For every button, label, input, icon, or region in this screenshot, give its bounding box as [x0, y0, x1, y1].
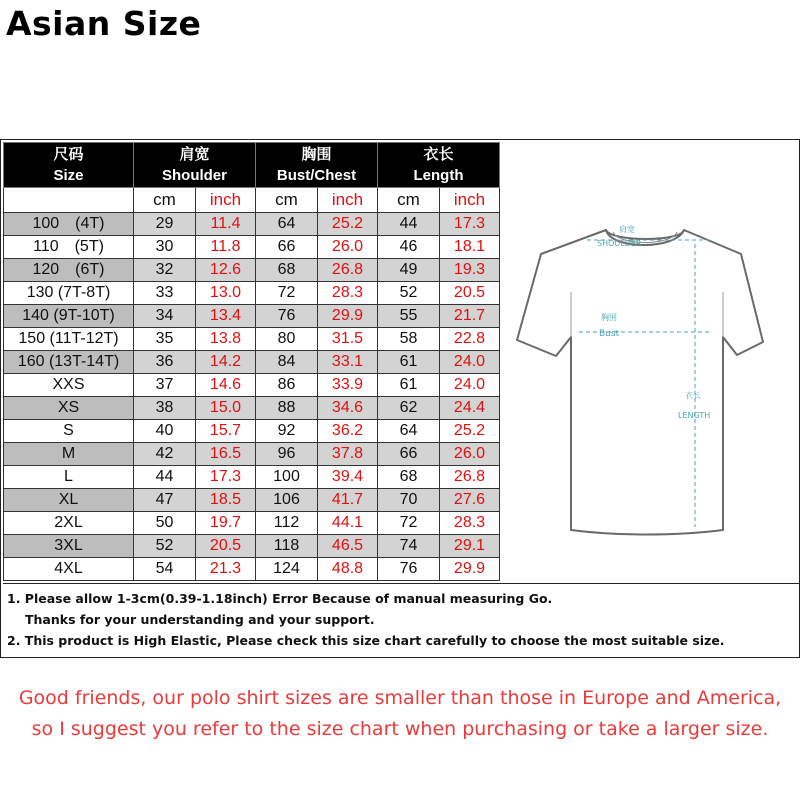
cm-cell: 124 — [256, 558, 318, 581]
unit-inch: inch — [440, 188, 500, 213]
cm-cell: 50 — [134, 512, 196, 535]
size-label-cell: 4XL — [4, 558, 134, 581]
inch-cell: 13.4 — [196, 305, 256, 328]
units-blank — [4, 188, 134, 213]
cm-cell: 84 — [256, 351, 318, 374]
unit-cm: cm — [378, 188, 440, 213]
cm-cell: 96 — [256, 443, 318, 466]
header-bust: 胸围 Bust/Chest — [256, 143, 378, 188]
inch-cell: 39.4 — [318, 466, 378, 489]
inch-cell: 41.7 — [318, 489, 378, 512]
cm-cell: 68 — [256, 259, 318, 282]
inch-cell: 24.0 — [440, 374, 500, 397]
cm-cell: 37 — [134, 374, 196, 397]
cm-cell: 64 — [378, 420, 440, 443]
cm-cell: 74 — [378, 535, 440, 558]
cm-cell: 44 — [378, 213, 440, 236]
cm-cell: 68 — [378, 466, 440, 489]
inch-cell: 13.0 — [196, 282, 256, 305]
inch-cell: 33.9 — [318, 374, 378, 397]
inch-cell: 11.8 — [196, 236, 256, 259]
inch-cell: 26.0 — [318, 236, 378, 259]
table-row — [4, 259, 500, 282]
table-row — [4, 282, 500, 305]
inch-cell: 21.3 — [196, 558, 256, 581]
inch-cell: 31.5 — [318, 328, 378, 351]
size-label-cell: 140 (9T-10T) — [4, 305, 134, 328]
inch-cell: 18.1 — [440, 236, 500, 259]
cm-cell: 62 — [378, 397, 440, 420]
cm-cell: 76 — [378, 558, 440, 581]
cm-cell: 80 — [256, 328, 318, 351]
inch-cell: 13.8 — [196, 328, 256, 351]
cm-cell: 49 — [378, 259, 440, 282]
table-row — [4, 420, 500, 443]
inch-cell: 22.8 — [440, 328, 500, 351]
inch-cell: 20.5 — [196, 535, 256, 558]
inch-cell: 17.3 — [196, 466, 256, 489]
cm-cell: 106 — [256, 489, 318, 512]
cm-cell: 36 — [134, 351, 196, 374]
unit-inch: inch — [196, 188, 256, 213]
inch-cell: 24.0 — [440, 351, 500, 374]
table-header-row — [4, 143, 500, 188]
inch-cell: 24.4 — [440, 397, 500, 420]
table-row — [4, 512, 500, 535]
cm-cell: 44 — [134, 466, 196, 489]
table-row — [4, 328, 500, 351]
diagram-bust-en: Bust — [599, 329, 620, 339]
size-label-cell: 150 (11T-12T) — [4, 328, 134, 351]
cm-cell: 29 — [134, 213, 196, 236]
inch-cell: 19.7 — [196, 512, 256, 535]
cm-cell: 46 — [378, 236, 440, 259]
inch-cell: 37.8 — [318, 443, 378, 466]
diagram-length-cn: 衣长 — [685, 391, 701, 400]
cm-cell: 42 — [134, 443, 196, 466]
inch-cell: 33.1 — [318, 351, 378, 374]
note-2: 2. This product is High Elastic, Please check this size chart carefully to choose the most suitable size. — [7, 633, 725, 648]
inch-cell: 15.7 — [196, 420, 256, 443]
table-row — [4, 213, 500, 236]
note-1-thanks: Thanks for your understanding and your support. — [25, 612, 375, 627]
cm-cell: 76 — [256, 305, 318, 328]
size-label-cell: 100 (4T) — [4, 213, 134, 236]
diagram-shoulder-en: SHOULDER — [597, 239, 642, 248]
cm-cell: 38 — [134, 397, 196, 420]
inch-cell: 29.1 — [440, 535, 500, 558]
cm-cell: 112 — [256, 512, 318, 535]
cm-cell: 47 — [134, 489, 196, 512]
inch-cell: 14.2 — [196, 351, 256, 374]
size-label-cell: 3XL — [4, 535, 134, 558]
size-label-cell: 120 (6T) — [4, 259, 134, 282]
table-row — [4, 558, 500, 581]
cm-cell: 32 — [134, 259, 196, 282]
note-1: 1. Please allow 1-3cm(0.39-1.18inch) Error Because of manual measuring Go. — [7, 591, 553, 606]
table-row — [4, 535, 500, 558]
inch-cell: 36.2 — [318, 420, 378, 443]
page-title: Asian Size — [6, 4, 202, 43]
table-row — [4, 397, 500, 420]
cm-cell: 70 — [378, 489, 440, 512]
diagram-shoulder-cn: 肩宽 — [619, 225, 635, 234]
size-label-cell: 110 (5T) — [4, 236, 134, 259]
cm-cell: 66 — [378, 443, 440, 466]
inch-cell: 11.4 — [196, 213, 256, 236]
inch-cell: 27.6 — [440, 489, 500, 512]
inch-cell: 34.6 — [318, 397, 378, 420]
size-chart — [0, 139, 800, 658]
inch-cell: 26.0 — [440, 443, 500, 466]
inch-cell: 18.5 — [196, 489, 256, 512]
table-row — [4, 466, 500, 489]
table-row — [4, 236, 500, 259]
inch-cell: 46.5 — [318, 535, 378, 558]
cm-cell: 86 — [256, 374, 318, 397]
units-row — [4, 188, 500, 213]
footer-line-1: Good friends, our polo shirt sizes are smaller than those in Europe and America, — [18, 687, 782, 709]
footer-message — [0, 683, 800, 745]
size-label-cell: L — [4, 466, 134, 489]
inch-cell: 21.7 — [440, 305, 500, 328]
cm-cell: 34 — [134, 305, 196, 328]
inch-cell: 14.6 — [196, 374, 256, 397]
inch-cell: 25.2 — [318, 213, 378, 236]
cm-cell: 72 — [256, 282, 318, 305]
cm-cell: 30 — [134, 236, 196, 259]
size-label-cell: 160 (13T-14T) — [4, 351, 134, 374]
inch-cell: 12.6 — [196, 259, 256, 282]
inch-cell: 17.3 — [440, 213, 500, 236]
cm-cell: 66 — [256, 236, 318, 259]
cm-cell: 61 — [378, 351, 440, 374]
size-label-cell: XS — [4, 397, 134, 420]
cm-cell: 52 — [378, 282, 440, 305]
diagram-bust-cn: 胸围 — [601, 313, 617, 322]
cm-cell: 40 — [134, 420, 196, 443]
inch-cell: 28.3 — [440, 512, 500, 535]
cm-cell: 64 — [256, 213, 318, 236]
header-size: 尺码 Size — [4, 143, 134, 188]
size-label-cell: M — [4, 443, 134, 466]
table-row — [4, 305, 500, 328]
cm-cell: 118 — [256, 535, 318, 558]
inch-cell: 26.8 — [318, 259, 378, 282]
inch-cell: 28.3 — [318, 282, 378, 305]
table-row — [4, 443, 500, 466]
inch-cell: 44.1 — [318, 512, 378, 535]
size-table — [3, 142, 500, 581]
cm-cell: 100 — [256, 466, 318, 489]
unit-inch: inch — [318, 188, 378, 213]
cm-cell: 33 — [134, 282, 196, 305]
table-row — [4, 374, 500, 397]
notes — [3, 583, 799, 651]
inch-cell: 20.5 — [440, 282, 500, 305]
cm-cell: 88 — [256, 397, 318, 420]
tshirt-diagram — [501, 142, 797, 572]
footer-line-2: so I suggest you refer to the size chart when purchasing or take a larger size. — [31, 718, 769, 740]
header-shoulder: 肩宽 Shoulder — [134, 143, 256, 188]
size-label-cell: S — [4, 420, 134, 443]
cm-cell: 35 — [134, 328, 196, 351]
header-length: 衣长 Length — [378, 143, 500, 188]
cm-cell: 58 — [378, 328, 440, 351]
table-row — [4, 351, 500, 374]
size-label-cell: 130 (7T-8T) — [4, 282, 134, 305]
unit-cm: cm — [256, 188, 318, 213]
unit-cm: cm — [134, 188, 196, 213]
cm-cell: 61 — [378, 374, 440, 397]
inch-cell: 25.2 — [440, 420, 500, 443]
cm-cell: 52 — [134, 535, 196, 558]
inch-cell: 29.9 — [440, 558, 500, 581]
inch-cell: 15.0 — [196, 397, 256, 420]
inch-cell: 16.5 — [196, 443, 256, 466]
inch-cell: 19.3 — [440, 259, 500, 282]
diagram-length-en: LENGTH — [678, 411, 711, 420]
table-row — [4, 489, 500, 512]
tshirt-icon — [501, 142, 797, 572]
cm-cell: 72 — [378, 512, 440, 535]
cm-cell: 55 — [378, 305, 440, 328]
size-label-cell: XXS — [4, 374, 134, 397]
size-label-cell: XL — [4, 489, 134, 512]
inch-cell: 48.8 — [318, 558, 378, 581]
inch-cell: 29.9 — [318, 305, 378, 328]
inch-cell: 26.8 — [440, 466, 500, 489]
cm-cell: 92 — [256, 420, 318, 443]
size-label-cell: 2XL — [4, 512, 134, 535]
cm-cell: 54 — [134, 558, 196, 581]
